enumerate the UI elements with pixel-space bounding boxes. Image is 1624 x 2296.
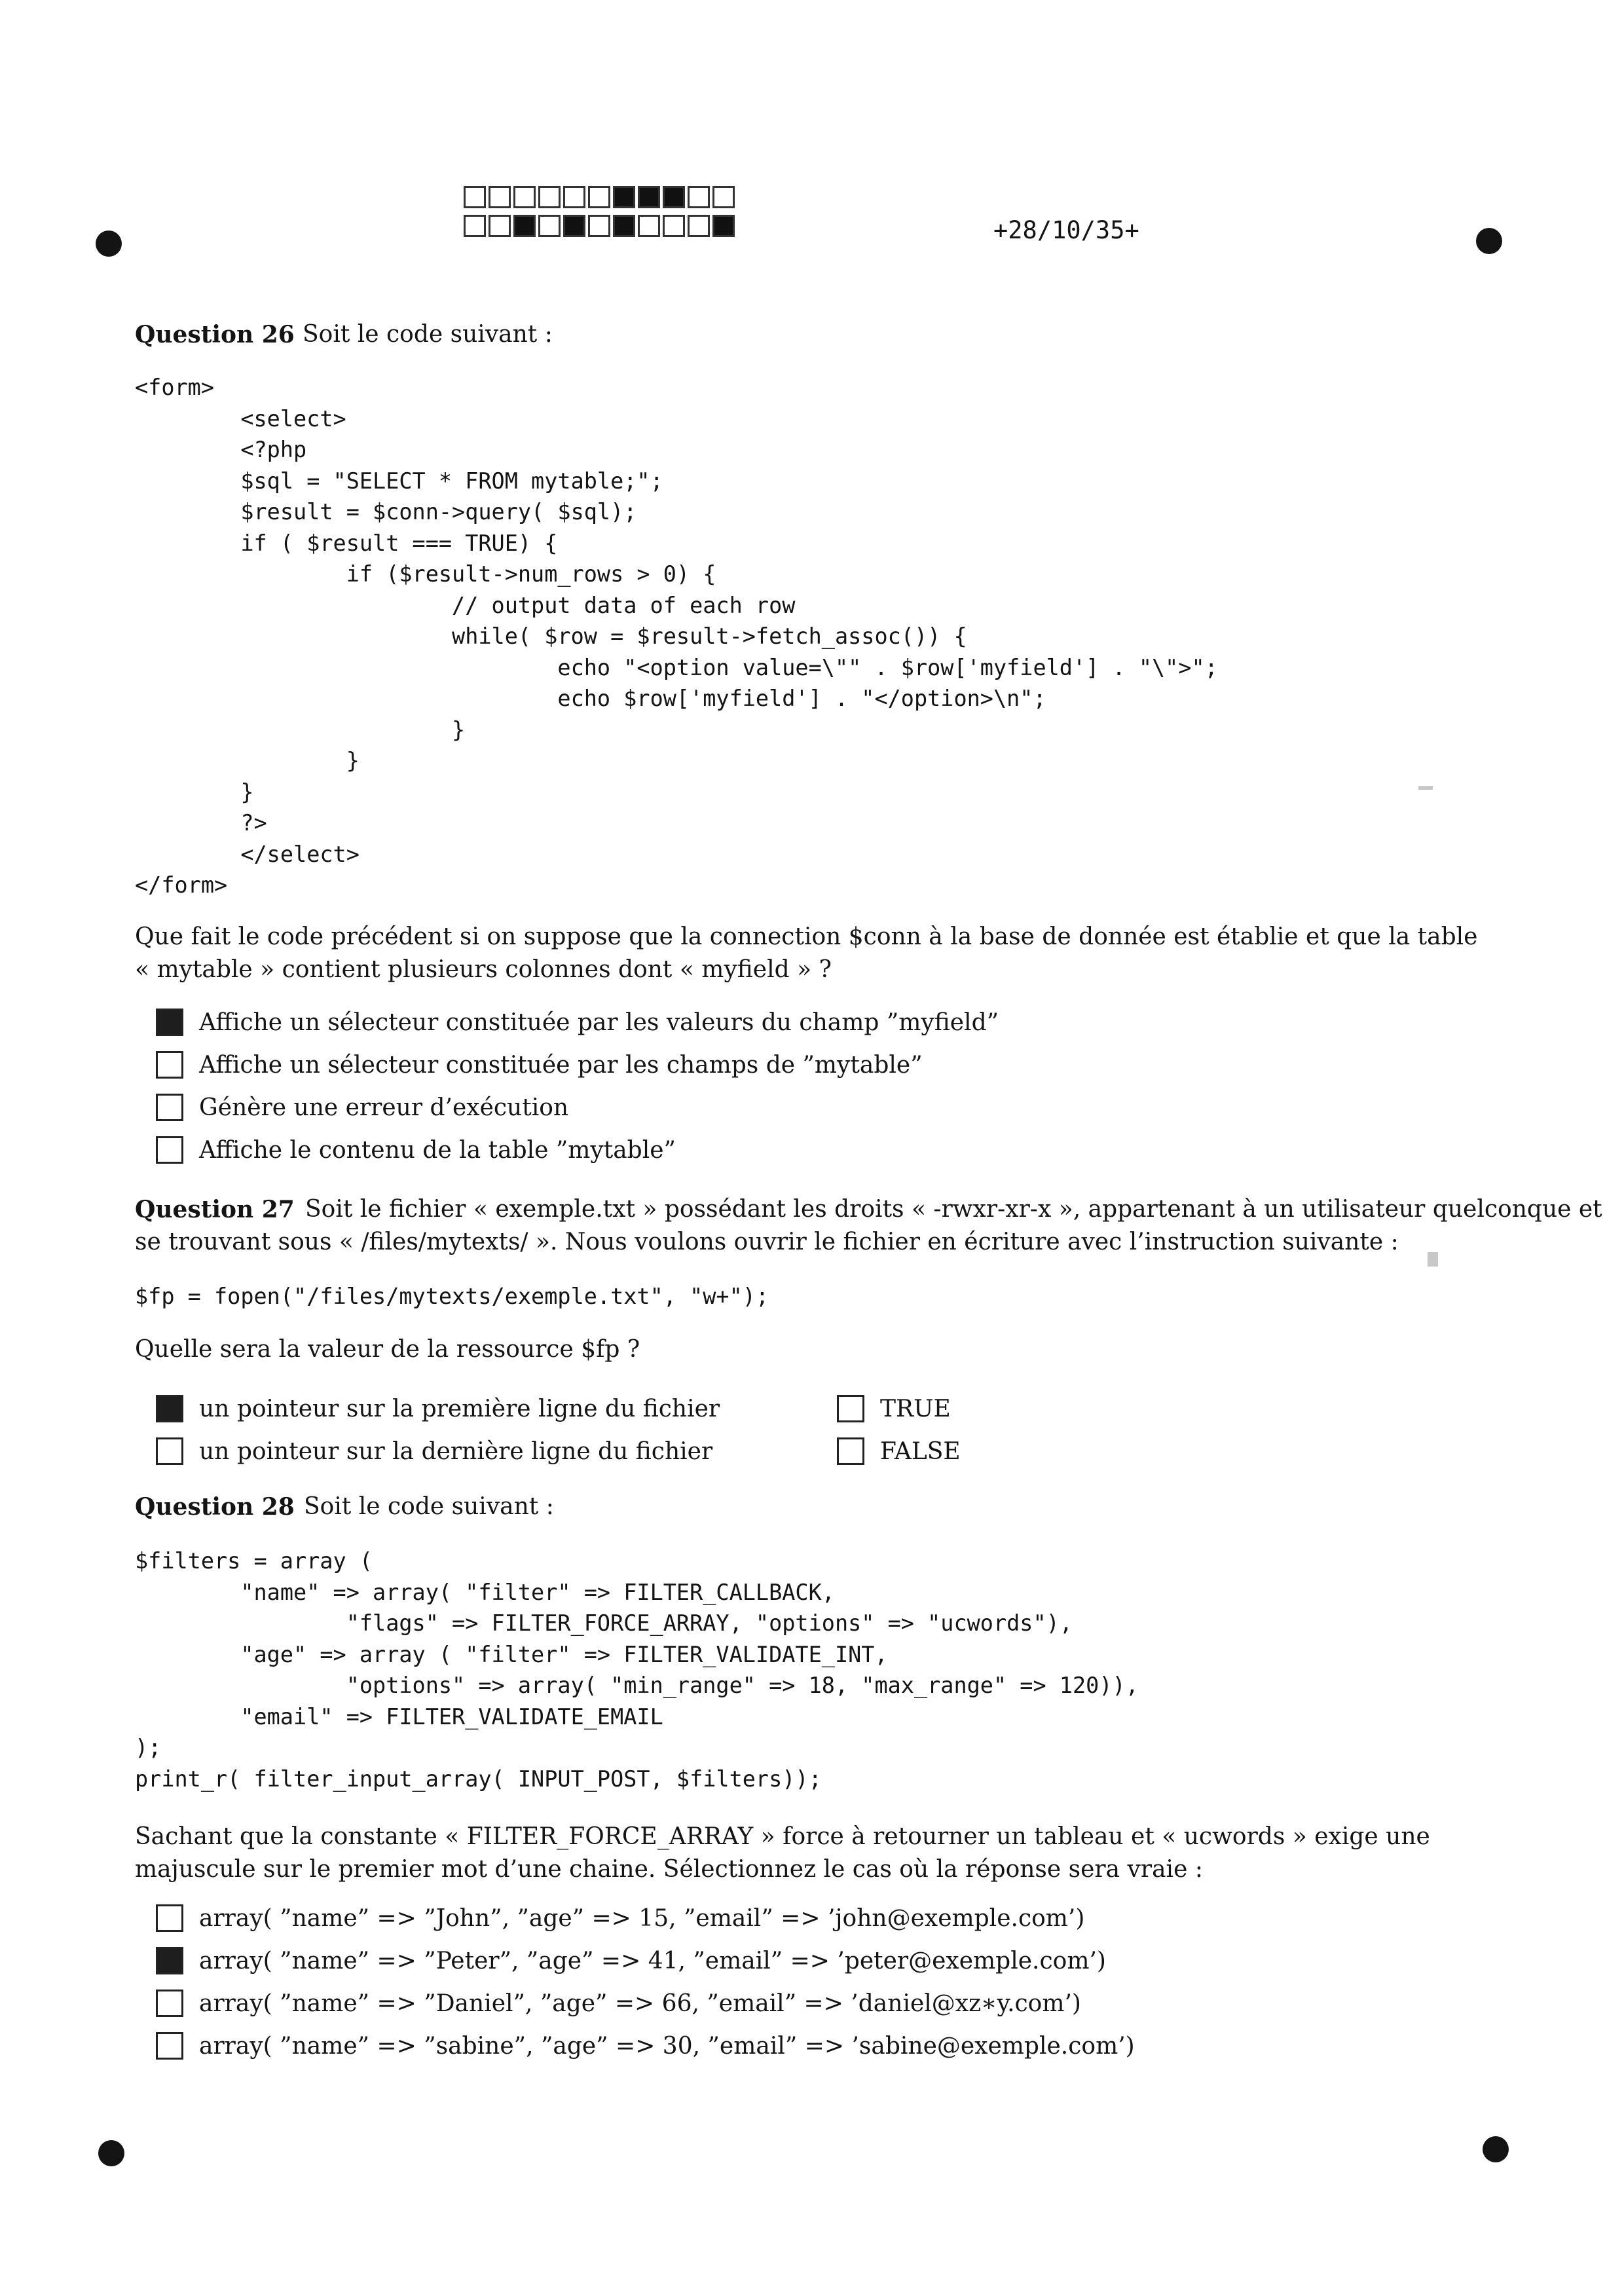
question-26-prompt: Que fait le code précédent si on suppose que la connection $conn à la base de donnée est établie et que la table « mytable » contient plusieurs colonnes dont « myfield » ? bbox=[135, 923, 1478, 983]
checkbox[interactable] bbox=[156, 1009, 183, 1036]
checkbox[interactable] bbox=[156, 1395, 183, 1422]
page-id: +28/10/35+ bbox=[993, 216, 1139, 244]
checkbox[interactable] bbox=[156, 2032, 183, 2060]
question-26-choice-3[interactable] bbox=[156, 1094, 568, 1121]
question-26-intro: Soit le code suivant : bbox=[303, 321, 553, 348]
code-box bbox=[638, 186, 660, 208]
question-27-prompt: Quelle sera la valeur de la ressource $fp ? bbox=[135, 1336, 640, 1363]
code-box-row-2 bbox=[464, 215, 737, 237]
question-28-choice-1[interactable] bbox=[156, 1904, 1084, 1932]
checkbox[interactable] bbox=[156, 1094, 183, 1121]
registration-mark-top-right bbox=[1476, 228, 1502, 254]
code-box bbox=[464, 186, 486, 208]
registration-mark-bottom-right bbox=[1483, 2136, 1509, 2162]
code-box bbox=[663, 186, 685, 208]
code-box bbox=[712, 215, 735, 237]
code-box-row-1 bbox=[464, 186, 737, 208]
code-box bbox=[489, 186, 511, 208]
code-box bbox=[538, 215, 561, 237]
code-box bbox=[613, 186, 635, 208]
choice-label: Affiche le contenu de la table ”mytable” bbox=[199, 1136, 676, 1164]
question-28-intro: Soit le code suivant : bbox=[304, 1493, 554, 1520]
checkbox[interactable] bbox=[156, 1990, 183, 2017]
question-26-choice-4[interactable] bbox=[156, 1136, 676, 1164]
choice-label: un pointeur sur la dernière ligne du fichier bbox=[199, 1437, 713, 1465]
question-26-title: Question 26 bbox=[135, 321, 295, 348]
choice-label: array( ”name” => ”sabine”, ”age” => 30, ”email” => ’sabine@exemple.com’) bbox=[199, 2032, 1135, 2060]
code-box bbox=[688, 215, 710, 237]
code-box bbox=[563, 186, 585, 208]
registration-mark-bottom-left bbox=[98, 2140, 124, 2166]
question-27-choice-4[interactable] bbox=[837, 1437, 961, 1465]
checkbox[interactable] bbox=[837, 1437, 864, 1465]
question-28-choice-4[interactable] bbox=[156, 2032, 1135, 2060]
student-code-boxes bbox=[464, 186, 737, 237]
code-box bbox=[688, 186, 710, 208]
registration-mark-top-left bbox=[96, 231, 122, 257]
code-box bbox=[464, 215, 486, 237]
question-28-code: $filters = array ( "name" => array( "filter" => FILTER_CALLBACK, "flags" => FILTER_FORCE_ARRAY, "options" => "ucwords"), "age" => array ( "filter" => FILTER_VALIDATE_INT, "options" => array( "min_range" => 18, "max_range" => 120)), "email" => FILTER_VALIDATE_EMAIL ); print_r( filter_input_array( INPUT_POST, $filters)); bbox=[135, 1548, 1139, 1792]
code-box bbox=[712, 186, 735, 208]
question-26-choice-1[interactable] bbox=[156, 1009, 999, 1036]
choice-label: Affiche un sélecteur constituée par les champs de ”mytable” bbox=[199, 1051, 923, 1079]
code-box bbox=[638, 215, 660, 237]
choice-label: array( ”name” => ”Daniel”, ”age” => 66, ”email” => ’daniel@xz∗y.com’) bbox=[199, 1990, 1081, 2017]
checkbox[interactable] bbox=[156, 1051, 183, 1079]
choice-label: Affiche un sélecteur constituée par les valeurs du champ ”myfield” bbox=[199, 1009, 999, 1036]
question-28-title: Question 28 bbox=[135, 1493, 295, 1521]
question-27-choice-1[interactable] bbox=[156, 1395, 720, 1422]
scan-smudge bbox=[1418, 786, 1433, 790]
checkbox[interactable] bbox=[156, 1437, 183, 1465]
choice-label: array( ”name” => ”John”, ”age” => 15, ”email” => ’john@exemple.com’) bbox=[199, 1904, 1085, 1932]
question-27-choice-3[interactable] bbox=[837, 1395, 951, 1422]
checkbox[interactable] bbox=[837, 1395, 864, 1422]
code-box bbox=[538, 186, 561, 208]
choice-label: un pointeur sur la première ligne du fichier bbox=[199, 1395, 720, 1422]
code-box bbox=[563, 215, 585, 237]
code-box bbox=[663, 215, 685, 237]
code-box bbox=[588, 186, 610, 208]
code-box bbox=[513, 215, 536, 237]
question-28-prompt: Sachant que la constante « FILTER_FORCE_ARRAY » force à retourner un tableau et « ucwords » exige une majuscule sur le premier mot d’une chaine. Sélectionnez le cas où la réponse sera vraie : bbox=[135, 1823, 1430, 1883]
question-27-choice-2[interactable] bbox=[156, 1437, 712, 1465]
choice-label: Génère une erreur d’exécution bbox=[199, 1094, 569, 1121]
question-27-code: $fp = fopen("/files/mytexts/exemple.txt", "w+"); bbox=[135, 1284, 769, 1309]
scan-smudge bbox=[1428, 1252, 1438, 1267]
question-28-choice-3[interactable] bbox=[156, 1990, 1081, 2017]
checkbox[interactable] bbox=[156, 1904, 183, 1932]
choice-label: FALSE bbox=[880, 1437, 961, 1465]
checkbox[interactable] bbox=[156, 1136, 183, 1164]
code-box bbox=[613, 215, 635, 237]
question-26-choice-2[interactable] bbox=[156, 1051, 923, 1079]
choice-label: array( ”name” => ”Peter”, ”age” => 41, ”email” => ’peter@exemple.com’) bbox=[199, 1947, 1106, 1974]
question-27-title: Question 27 bbox=[135, 1196, 295, 1223]
code-box bbox=[588, 215, 610, 237]
code-box bbox=[513, 186, 536, 208]
question-26-code: <form> <select> <?php $sql = "SELECT * FROM mytable;"; $result = $conn->query( $sql); if ( $result === TRUE) { if ($result->num_rows > 0) { // output data of each row while( $row = $result->fetch_assoc()) { echo "<option value=\"" . $row['myfield'] . "\">"; echo $row['myfield'] . "</option>\n"; } } } ?> </select> </form> bbox=[135, 375, 1218, 898]
question-27-intro: Soit le fichier « exemple.txt » possédant les droits « -rwxr-xr-x », appartenant à un utilisateur quelconque et bbox=[305, 1196, 1602, 1223]
choice-label: TRUE bbox=[880, 1395, 951, 1422]
question-28-choice-2[interactable] bbox=[156, 1947, 1106, 1974]
checkbox[interactable] bbox=[156, 1947, 183, 1974]
question-27-intro-continued: se trouvant sous « /files/mytexts/ ». Nous voulons ouvrir le fichier en écriture avec l’instruction suivante : bbox=[135, 1229, 1399, 1255]
code-box bbox=[489, 215, 511, 237]
